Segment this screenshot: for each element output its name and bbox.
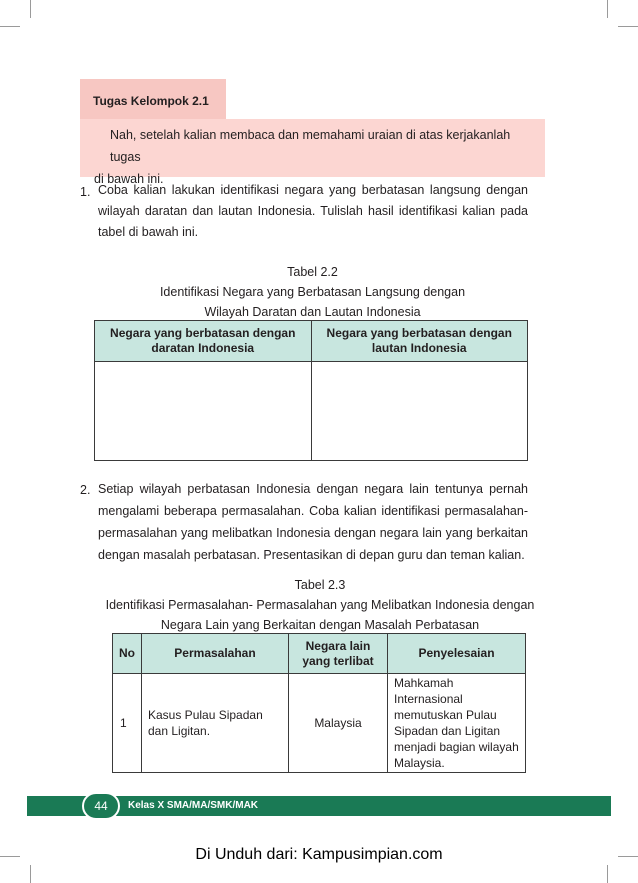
row-problem: Kasus Pulau Sipadan dan Ligitan. <box>142 674 289 773</box>
caption-line: Wilayah Daratan dan Lautan Indonesia <box>204 305 421 319</box>
item-2-line: dengan masalah perbatasan. Presentasikan di depan guru dan teman kalian. <box>98 548 525 562</box>
row-country: Malaysia <box>289 674 388 773</box>
sea-border-cell[interactable] <box>311 362 528 461</box>
header-sea-border: Negara yang berbatasan dengan lautan Indonesia <box>311 321 528 362</box>
caption-line: Identifikasi Permasalahan- Permasalahan yang Melibatkan Indonesia dengan <box>105 598 535 612</box>
item-number: 2. <box>80 483 91 497</box>
header-no: No <box>113 634 142 674</box>
item-1-line: wilayah daratan dan lautan Indonesia. Tulislah hasil identifikasi kalian pada <box>98 204 528 218</box>
item-1-line: Coba kalian lakukan identifikasi negara yang berbatasan langsung dengan <box>98 183 528 197</box>
crop-mark <box>607 865 608 883</box>
item-2-text <box>98 478 528 566</box>
border-countries-table <box>94 320 528 461</box>
crop-mark <box>30 0 31 18</box>
land-border-cell[interactable] <box>95 362 312 461</box>
task-intro-line: di bawah ini. <box>94 172 164 186</box>
crop-mark <box>607 0 608 18</box>
task-title: Tugas Kelompok 2.1 <box>80 79 226 119</box>
table-2-caption <box>80 575 560 635</box>
table-1-caption <box>80 262 545 322</box>
border-issues-table <box>112 633 526 773</box>
crop-mark <box>0 26 20 27</box>
row-no: 1 <box>113 674 142 773</box>
item-2-line: permasalahan yang melibatkan Indonesia dengan negara lain yang berkaitan <box>98 526 528 540</box>
book-title: Kelas X SMA/MA/SMK/MAK <box>128 800 259 811</box>
header-land-border: Negara yang berbatasan dengan daratan Indonesia <box>95 321 312 362</box>
caption-line: Negara Lain yang Berkaitan dengan Masalah Perbatasan <box>160 618 480 632</box>
page-number: 44 <box>82 792 120 820</box>
caption-line: Tabel 2.2 <box>287 265 338 279</box>
table-row <box>113 674 526 773</box>
row-solution: Mahkamah Internasional memutuskan Pulau Sipadan dan Ligitan menjadi bagian wilayah Malaysia. <box>388 674 526 773</box>
header-country: Negara lain yang terlibat <box>289 634 388 674</box>
task-intro-line: Nah, setelah kalian membaca dan memahami uraian di atas kerjakanlah tugas <box>110 128 511 164</box>
task-intro <box>80 119 545 186</box>
header-problem: Permasalahan <box>142 634 289 674</box>
download-watermark: Di Unduh dari: Kampusimpian.com <box>195 846 443 863</box>
crop-mark <box>30 865 31 883</box>
item-number: 1. <box>80 185 91 199</box>
crop-mark <box>618 26 638 27</box>
item-1-line: tabel di bawah ini. <box>98 225 199 239</box>
caption-line: Identifikasi Negara yang Berbatasan Langsung dengan <box>159 285 466 299</box>
item-2-line: mengalami beberapa permasalahan. Coba kalian identifikasi permasalahan- <box>98 504 528 518</box>
caption-line: Tabel 2.3 <box>294 578 346 592</box>
item-2-line: Setiap wilayah perbatasan Indonesia dengan negara lain tentunya pernah <box>98 482 528 496</box>
item-1-text <box>98 180 528 243</box>
header-solution: Penyelesaian <box>388 634 526 674</box>
